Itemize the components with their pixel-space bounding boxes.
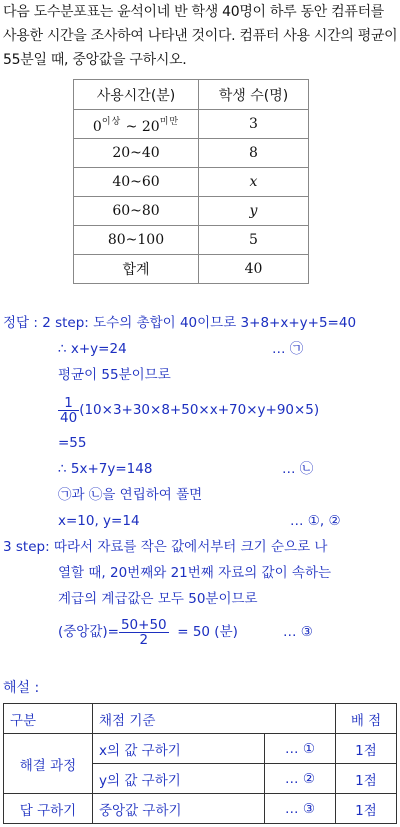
header-criterion: 채점 기준 bbox=[93, 704, 336, 734]
count-cell: 8 bbox=[199, 139, 309, 168]
grading-table bbox=[3, 703, 397, 824]
solution-line: 평균이 55분이므로 bbox=[58, 367, 171, 383]
fraction-denominator: 2 bbox=[139, 631, 149, 648]
points-cell: 1점 bbox=[336, 734, 397, 764]
frequency-row bbox=[74, 226, 309, 255]
range-to-sup: 미만 bbox=[159, 116, 180, 127]
count-cell: x bbox=[199, 168, 309, 197]
mean-equation-body: (10×3+30×8+50×x+70×y+90×5) bbox=[79, 402, 320, 418]
range-tilde: ~ bbox=[125, 118, 138, 135]
range-cell: 40~60 bbox=[74, 168, 199, 197]
points-cell: 1점 bbox=[336, 794, 397, 824]
fraction bbox=[119, 618, 169, 647]
problem-text bbox=[3, 0, 397, 72]
header-points: 배 점 bbox=[336, 704, 397, 734]
fraction-denominator: 40 bbox=[60, 409, 78, 426]
ref-cell: … ② bbox=[265, 764, 336, 794]
equation-ref: … ①, ② bbox=[290, 513, 341, 529]
ref-cell: … ① bbox=[265, 734, 336, 764]
solution-line: 열할 때, 20번째와 21번째 자료의 값이 속하는 bbox=[58, 565, 332, 581]
median-label: (중앙값)= bbox=[58, 624, 119, 640]
range-cell: 60~80 bbox=[74, 197, 199, 226]
range-cell bbox=[74, 110, 199, 139]
solution-line: ㉠과 ㉡을 연립하여 풀면 bbox=[58, 487, 203, 503]
median-result: = 50 (분) bbox=[177, 624, 238, 640]
header-time: 사용시간(분) bbox=[74, 80, 199, 110]
frequency-row bbox=[74, 168, 309, 197]
count-cell: y bbox=[199, 197, 309, 226]
total-count: 40 bbox=[199, 255, 309, 284]
header-count: 학생 수(명) bbox=[199, 80, 309, 110]
mean-equation bbox=[58, 392, 319, 428]
criterion-cell: 중앙값 구하기 bbox=[93, 794, 265, 824]
total-label: 합계 bbox=[74, 255, 199, 284]
fraction-numerator: 1 bbox=[58, 396, 79, 411]
frequency-row bbox=[74, 139, 309, 168]
grading-row bbox=[4, 734, 397, 764]
ref-cell: … ③ bbox=[265, 794, 336, 824]
category-cell: 해결 과정 bbox=[4, 734, 93, 794]
header-category: 구분 bbox=[4, 704, 93, 734]
count-cell: 3 bbox=[199, 110, 309, 139]
range-to: 20 bbox=[141, 118, 160, 135]
frequency-total-row bbox=[74, 255, 309, 284]
equation-ref: … ㉠ bbox=[272, 341, 304, 357]
solution-line: 3 step: 따라서 자료를 작은 값에서부터 크기 순으로 나 bbox=[3, 539, 328, 555]
problem-line-3: 55분일 때, 중앙값을 구하시오. bbox=[3, 52, 187, 68]
grading-header-row bbox=[4, 704, 397, 734]
range-from: 0 bbox=[92, 118, 102, 135]
range-cell: 20~40 bbox=[74, 139, 199, 168]
solution-line: 정답 : 2 step: 도수의 총합이 40이므로 3+8+x+y+5=40 bbox=[3, 315, 357, 331]
equation-ref: … ㉡ bbox=[282, 461, 314, 477]
category-cell: 답 구하기 bbox=[4, 794, 93, 824]
solution-line: x=10, y=14 bbox=[58, 513, 140, 529]
fraction-numerator: 50+50 bbox=[120, 616, 167, 633]
solution-line: 계급의 계급값은 모두 50분이므로 bbox=[58, 591, 258, 607]
grading-row bbox=[4, 794, 397, 824]
criterion-cell: x의 값 구하기 bbox=[93, 734, 265, 764]
frequency-row bbox=[74, 197, 309, 226]
points-cell: 1점 bbox=[336, 764, 397, 794]
equation-ref: … ③ bbox=[283, 624, 313, 640]
solution-line: ∴ 5x+7y=148 bbox=[58, 461, 153, 477]
count-cell: 5 bbox=[199, 226, 309, 255]
fraction bbox=[58, 396, 79, 425]
solution-line: =55 bbox=[58, 435, 87, 451]
criterion-cell: y의 값 구하기 bbox=[93, 764, 265, 794]
problem-line-2: 사용한 시간을 조사하여 나타낸 것이다. 컴퓨터 사용 시간의 평균이 bbox=[3, 28, 398, 44]
problem-line-1: 다음 도수분포표는 윤석이네 반 학생 40명이 하루 동안 컴퓨터를 bbox=[3, 4, 385, 20]
frequency-table-header bbox=[74, 80, 309, 110]
frequency-row bbox=[74, 110, 309, 139]
explanation-label: 해설 : bbox=[3, 680, 40, 696]
solution-line: ∴ x+y=24 bbox=[58, 341, 127, 357]
median-equation bbox=[58, 614, 238, 650]
range-from-sup: 이상 bbox=[101, 116, 122, 127]
range-cell: 80~100 bbox=[74, 226, 199, 255]
frequency-table bbox=[73, 79, 309, 284]
